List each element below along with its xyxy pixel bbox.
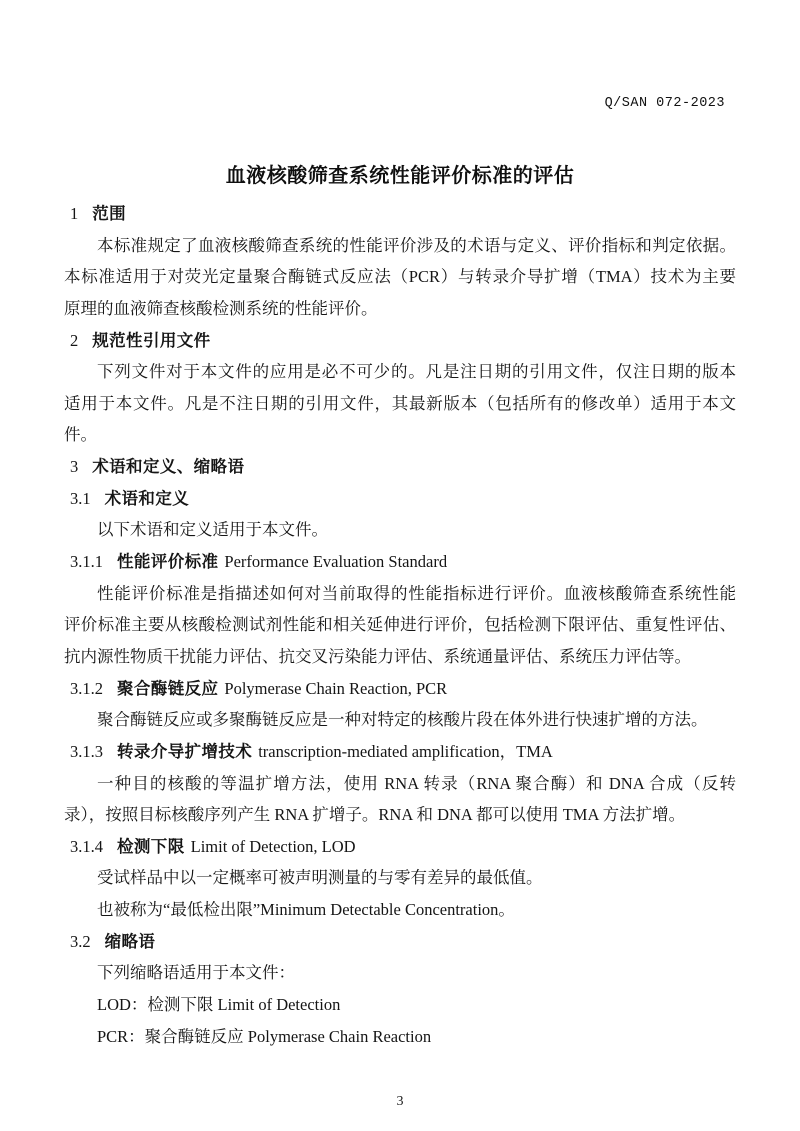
section-number: 3 (70, 457, 79, 477)
section-heading-3-1-4 (64, 831, 736, 863)
section-number: 3.1.3 (70, 741, 103, 761)
section-title-zh: 范围 (92, 205, 127, 223)
body-line: 录），按照目标核酸序列产生 RNA 扩增子。RNA 和 DNA 都可以使用 TMA 方法扩增。 (64, 805, 686, 825)
section-number: 3.1.1 (70, 552, 103, 572)
section-heading-3 (64, 451, 736, 483)
section-title-zh: 术语和定义、缩略语 (92, 458, 245, 477)
body-line: 抗内源性物质干扰能力评估、抗交叉污染能力评估、系统通量评估、系统压力评估等。 (64, 646, 691, 666)
body-line: 聚合酶链反应或多聚酶链反应是一种对特定的核酸片段在体外进行快速扩增的方法。 (97, 710, 708, 730)
section-title-en: Limit of Detection, LOD (190, 836, 356, 856)
section-number: 3.2 (70, 931, 91, 951)
section-number: 1 (70, 204, 79, 223)
section-title-en: Performance Evaluation Standard (224, 552, 448, 572)
section-title-en: Polymerase Chain Reaction, PCR (224, 678, 448, 698)
section-heading-3-1 (64, 483, 736, 515)
section-title-zh: 检测下限 (117, 837, 185, 856)
section-number: 2 (70, 330, 79, 350)
body-line: 受试样品中以一定概率可被声明测量的与零有差异的最低值。 (97, 868, 543, 888)
document-body (64, 198, 736, 1052)
section-title-zh: 缩略语 (104, 932, 156, 951)
section-heading-3-1-2 (64, 673, 736, 705)
body-line: 下列文件对于本文件的应用是必不可少的。凡是注日期的引用文件，仅注日期的版本 (97, 362, 736, 382)
body-line: 适用于本文件。凡是不注日期的引用文件，其最新版本（包括所有的修改单）适用于本文 (64, 393, 736, 413)
section-title-zh: 规范性引用文件 (92, 331, 211, 350)
body-line: 原理的血液筛查核酸检测系统的性能评价。 (64, 298, 378, 318)
section-heading-1 (64, 198, 736, 230)
section-number: 3.1 (70, 488, 91, 508)
section-heading-2 (64, 325, 736, 357)
section-number: 3.1.2 (70, 678, 103, 698)
section-title-zh: 术语和定义 (104, 489, 190, 508)
section-heading-3-1-3 (64, 736, 736, 768)
body-line: 以下术语和定义适用于本文件。 (97, 520, 328, 540)
section-title-en: transcription-mediated amplification，TMA (258, 741, 553, 761)
body-line: 评价标准主要从核酸检测试剂性能和相关延伸进行评价，包括检测下限评估、重复性评估、 (64, 615, 736, 635)
section-title-zh: 转录介导扩增技术 (117, 742, 253, 761)
section-title-zh: 聚合酶链反应 (117, 679, 219, 698)
page-number: 3 (396, 1094, 404, 1109)
section-title-zh: 性能评价标准 (117, 553, 219, 572)
body-line: 一种目的核酸的等温扩增方法，使用 RNA 转录（RNA 聚合酶）和 DNA 合成（反转 (97, 773, 736, 793)
body-line: 本标准适用于对荧光定量聚合酶链式反应法（PCR）与转录介导扩增（TMA）技术为主要 (64, 267, 736, 287)
section-heading-3-2 (64, 926, 736, 958)
body-line: 下列缩略语适用于本文件： (97, 963, 295, 983)
standard-code: Q/SAN 072-2023 (604, 96, 725, 111)
body-line: 性能评价标准是指描述如何对当前取得的性能指标进行评价。血液核酸筛查系统性能 (97, 583, 736, 603)
body-line: PCR：聚合酶链反应 Polymerase Chain Reaction (97, 1026, 432, 1046)
body-line: 也被称为“最低检出限”Minimum Detectable Concentration。 (97, 900, 515, 920)
document-title: 血液核酸筛查系统性能评价标准的评估 (225, 165, 575, 187)
body-line: 本标准规定了血液核酸筛查系统的性能评价涉及的术语与定义、评价指标和判定依据。 (97, 235, 736, 255)
section-heading-3-1-1 (64, 546, 736, 578)
section-number: 3.1.4 (70, 836, 103, 856)
body-line: LOD：检测下限 Limit of Detection (97, 995, 341, 1015)
body-line: 件。 (64, 425, 97, 445)
